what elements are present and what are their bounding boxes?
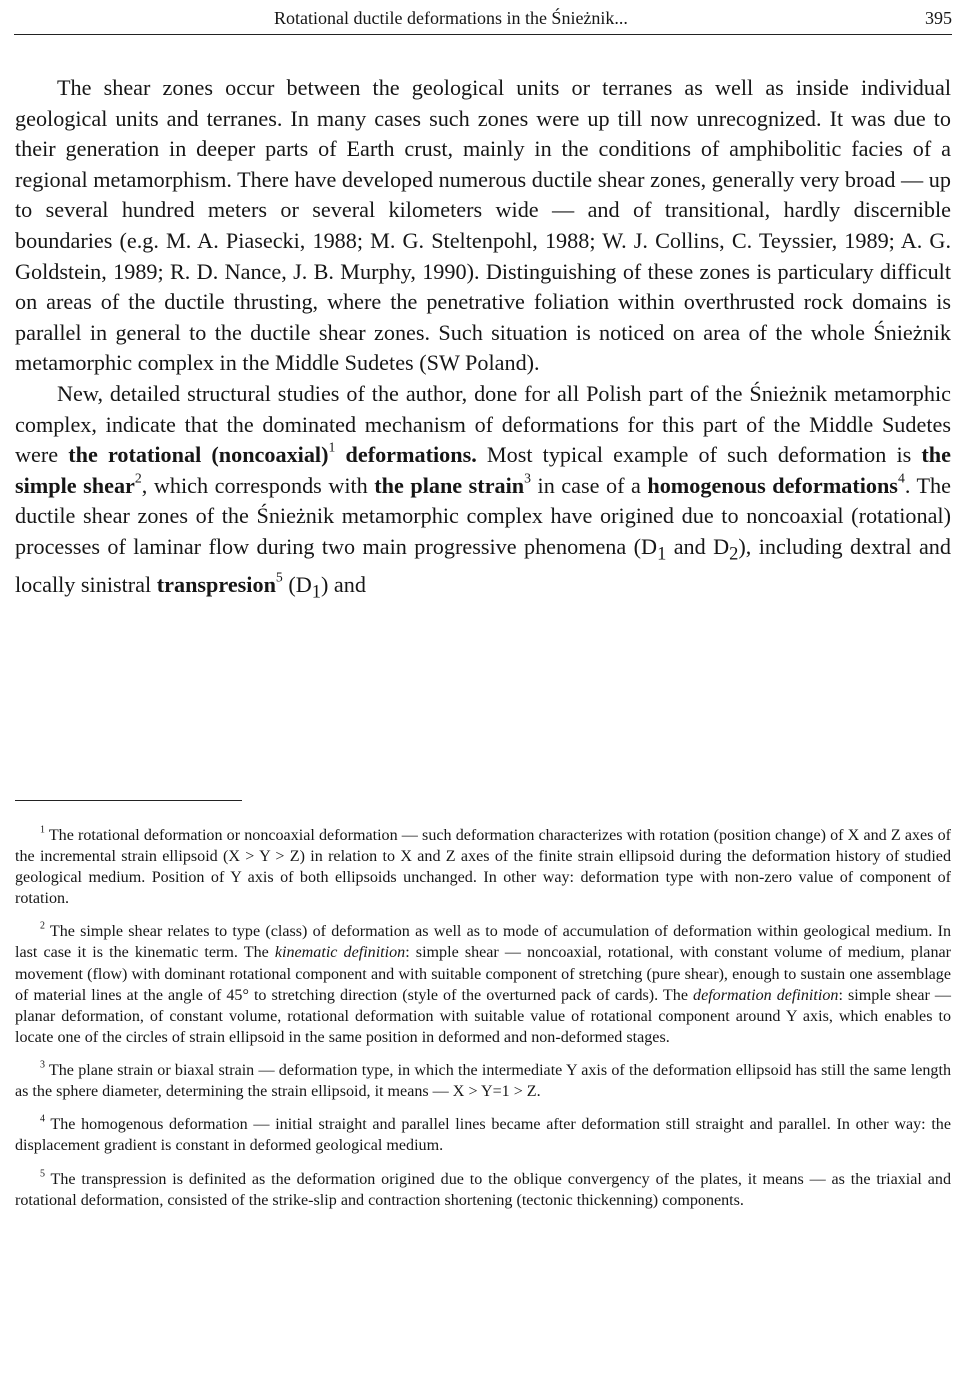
bold-term: homogenous deformations	[647, 472, 898, 498]
footnote-ref: 4	[40, 1113, 45, 1125]
subscript: 2	[729, 544, 739, 565]
bold-term: the rotational (noncoaxial)	[68, 442, 329, 468]
text-run: The simple shear relates to type (class) of deformation as well as to mode of accumulation of deformation within geological medium. In last case it is the kinematic term. The	[15, 923, 951, 962]
footnotes	[15, 825, 951, 1224]
subscript: 1	[657, 544, 667, 565]
text-run: and D	[666, 533, 730, 559]
footnote-ref: 3	[524, 470, 532, 486]
text-run: : simple shear — noncoaxial, rotational, with constant volume of medium, planar movement (flow) with dominant rotational component and with suitable component of stretching (pure shear), enough to sustain one assemblage of material lines at the angle of 45° to stretching direction (style of the overturned pack of cards). The	[15, 944, 951, 1004]
paragraph	[15, 73, 951, 379]
text-run: , which corresponds with	[141, 472, 375, 498]
footnote-ref: 2	[40, 920, 45, 932]
footnote-ref: 1	[40, 824, 45, 836]
italic-term: kinematic definition	[274, 944, 406, 962]
footnote-ref: 1	[328, 439, 336, 455]
footnote-1	[15, 825, 951, 909]
footnote-separator	[15, 800, 242, 801]
text-run: in case of a	[531, 472, 648, 498]
text-run: ) and	[321, 571, 366, 597]
footnote-ref: 5	[40, 1168, 45, 1180]
footnote-ref: 3	[40, 1059, 45, 1071]
bold-term: transpresion	[156, 571, 276, 597]
text-run: The homogenous deformation — initial straight and parallel lines became after deformation still straight and parallel. In other way: the displacement gradient is constant in deformed geological medium.	[15, 1116, 951, 1155]
text-run: The plane strain or biaxal strain — deformation type, in which the intermediate Y axis of the deformation ellipsoid has still the same length as the sphere diameter, determining the strain ellipsoid, it means — X > Y=1 > Z.	[15, 1061, 951, 1101]
bold-term: the simple shear	[15, 442, 951, 498]
subscript: 1	[311, 582, 321, 603]
text-run: : simple shear — planar deformation, of constant volume, rotational deformation with suitable value of rotational component around Y axis, which enables to locate one of the circles of strain ellipsoid in the same position in deformed and non-deformed stages.	[15, 986, 952, 1046]
text-run: The shear zones occur between the geological units or terranes as well as inside individual geological units and terranes. In many cases such zones were up till now unrecognized. It was due to their generation in deeper parts of Earth crust, mainly in the conditions of amphibolitic facies of a regional metamorphism. There have developed numerous ductile shear zones, generally very broad — up to several hundred meters or several kilometers wide — and of transitional, hardly discernible boundaries (e.g. M. A. Piasecki, 1988; M. G. Steltenpohl, 1988; W. J. Collins, C. Teyssier, 1989; A. G. Goldstein, 1989; R. D. Nance, J. B. Murphy, 1990). Distinguishing of these zones is particulary difficult on areas of the ductile thrusting, where the penetrative foliation within overthrusted rock domains is parallel in general to the ductile shear zones. Such situation is noticed on area of the whole Śnieżnik metamorphic complex in the Middle Sudetes (SW Poland).	[15, 75, 951, 376]
italic-term: deformation definition	[693, 986, 839, 1004]
bold-term: the plane strain	[374, 472, 525, 498]
text-run: ), including dextral and locally sinistral	[15, 533, 951, 597]
footnote-4	[15, 1114, 951, 1156]
bold-term: deformations.	[345, 442, 477, 468]
footnote-3	[15, 1060, 951, 1102]
footnote-ref: 4	[897, 470, 905, 486]
footnote-2	[15, 921, 951, 1048]
text-run: . The ductile shear zones of the Śnieżnik metamorphic complex have origined due to noncoaxial (rotational) processes of laminar flow during two main progressive phenomena (D	[15, 472, 951, 559]
text-run: New, detailed structural studies of the author, done for all Polish part of the Śnieżnik metamorphic complex, indicate that the dominated mechanism of deformations for this part of the Middle Sudetes were	[15, 380, 951, 468]
running-header	[14, 4, 952, 35]
footnote-ref: 5	[275, 569, 283, 585]
text-run: The rotational deformation or noncoaxial deformation — such deformation characterizes with rotation (position change) of X and Z axes of the incremental strain ellipsoid (X > Y > Z) in relation to X and Z axes of the finite strain ellipsoid during the deformation history of studied geological medium. Position of Y axis of both ellipsoids unchanged. In other way: deformation type with non-zero value of component of rotation.	[15, 827, 951, 908]
text-run	[335, 442, 345, 467]
text-run: (D	[282, 571, 312, 597]
running-title: Rotational ductile deformations in the Śnieżnik...	[274, 8, 628, 28]
footnote-5	[15, 1169, 951, 1211]
page-number: 395	[925, 8, 952, 28]
paragraph	[15, 379, 951, 608]
text-run: Most typical example of such deformation is	[476, 442, 922, 468]
body-text	[15, 73, 951, 608]
footnote-ref: 2	[134, 470, 142, 486]
text-run: The transpression is definited as the deformation origined due to the oblique convergency of the plates, it means — as the triaxial and rotational deformation, consisted of the strike-slip and contraction shortening (tectonic thickenning) components.	[15, 1171, 951, 1210]
